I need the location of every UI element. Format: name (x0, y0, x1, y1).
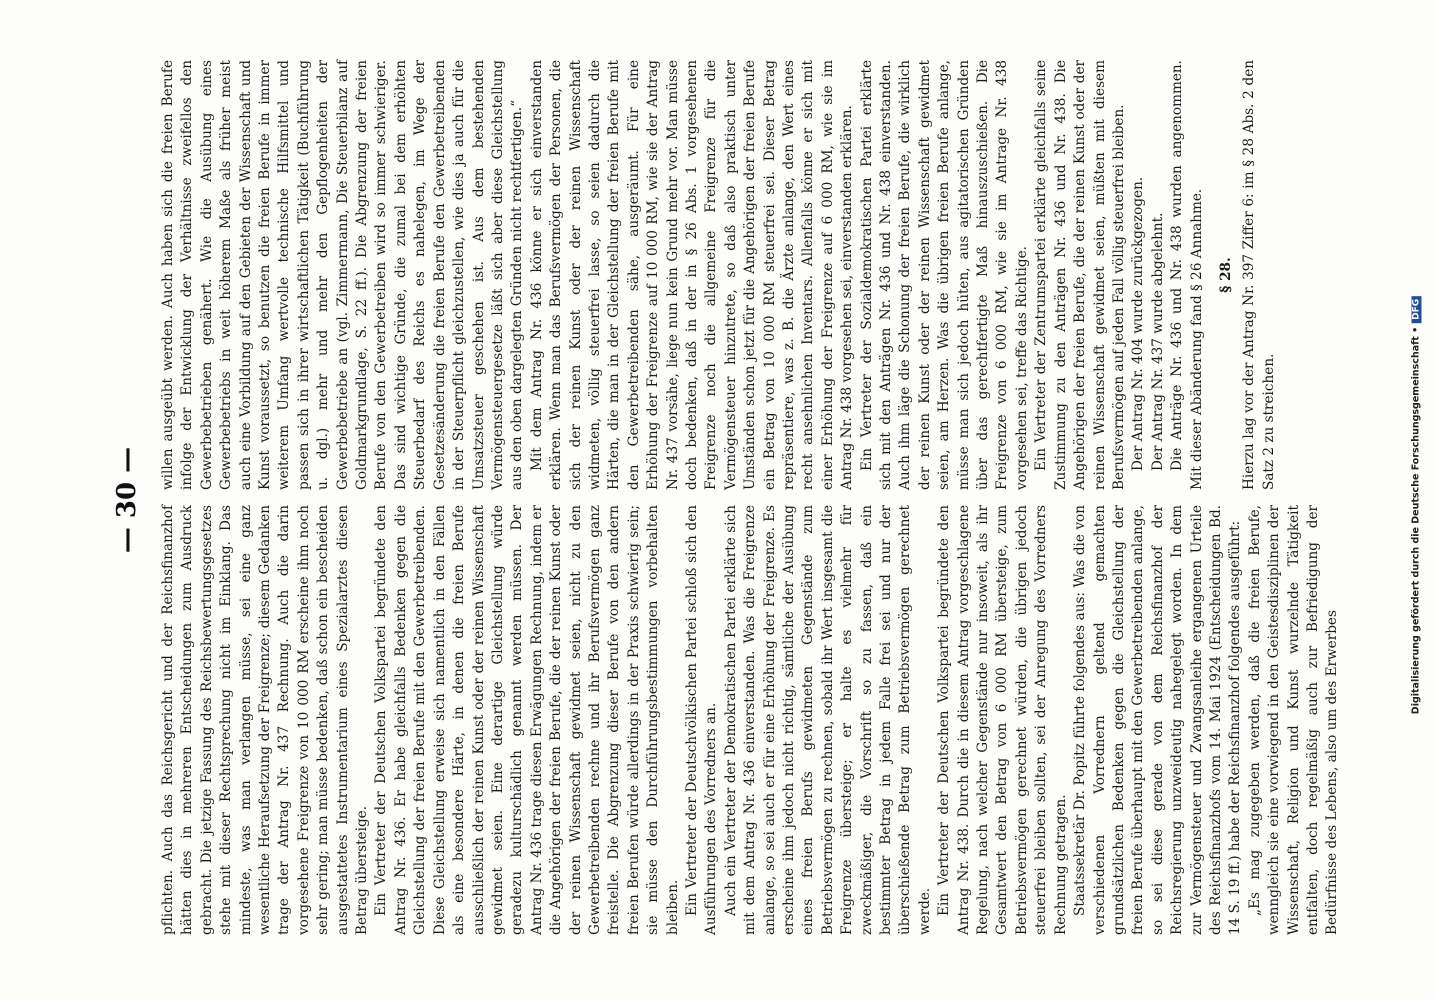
paragraph: Auch ein Vertreter der Demokratischen Partei erklärte sich mit dem Antrag Nr. 436 einverstanden. Was die Freigrenze anlange, so sei auch er für eine Erhöhung der Freigrenze. Es erscheine ihm jedoch nicht richtig, sämtliche der Ausübung eines freien Berufs gewidmeten Gegenstände zum Betriebsvermögen zu rechnen, sobald ihr Wert insgesamt die Freigrenze übersteige; er halte es vielmehr für zweckmäßiger, die Vorschrift so zu fassen, daß ein bestimmter Betrag in jedem Falle frei sei und nur der überschießende Betrag zum Betriebsvermögen gerechnet werde. (722, 505, 933, 935)
dfg-logo-icon: DFG (1412, 296, 1422, 323)
paragraph: Mit dem Antrag Nr. 436 könne er sich einverstanden erklären. Wenn man das Berufsvermögen der Personen, die sich der reinen Kunst oder der reinen Wissenschaft widmeten, völlig steuerfrei lasse, so seien dadurch die Härten, die man in der Gleichstellung der freien Berufe mit den Gewerbetreibenden sähe, ausgeräumt. Für eine Erhöhung der Freigrenze auf 10 000 RM, wie sie der Antrag Nr. 437 vorsähe, liege nun kein Grund mehr vor. Man müsse doch bedenken, daß in der in § 26 Abs. 1 vorgesehenen Freigrenze noch die allgemeine Freigrenze für die Vermögensteuer hinzutrete, so daß also praktisch unter Umständen schon jetzt für die Angehörigen der freien Berufe ein Betrag von 10 000 RM steuerfrei sei. Dieser Betrag repräsentiere, was z. B. die Ärzte anlange, den Wert eines recht ansehnlichen Inventars. Allenfalls könne er sich mit einer Erhöhung der Freigrenze auf 6 000 RM, wie sie im Antrag Nr. 438 vorgesehen sei, einverstanden erklären. (528, 60, 856, 490)
paragraph: willen ausgeübt werden. Auch haben sich die freien Berufe infolge der Entwicklung der Verhältnisse zweifellos den Gewerbebetrieben genähert. Wie die Ausübung eines Gewerbebetriebs in weit höherem Maße als früher meist auch eine Vorbildung auf den Gebieten der Wissenschaft und Kunst voraussetzt, so benutzen die freien Berufe in immer weiterem Umfang wertvolle technische Hilfsmittel und passen sich in ihrer wirtschaftlichen Tätigkeit (Buchführung u. dgl.) mehr und mehr den Gepflogenheiten der Gewerbebetriebe an (vgl. Zimmermann, Die Steuerbilanz auf Goldmarkgrundlage, S. 22 ff.). Die Abgrenzung der freien Berufe von den Gewerbetreiben wird so immer schwieriger. Das sind wichtige Gründe, die zumal bei dem erhöhten Steuerbedarf des Reichs es nahelegen, im Wege der Gesetzesänderung die freien Berufe den Gewerbetreibenden in der Steuerpflicht gleichzustellen, wie dies ja auch für die Umsatzsteuer geschehen ist. Aus dem bestehenden Vermögensteuergesetze läßt sich aber diese Gleichstellung aus den oben dargelegten Gründen nicht rechtfertigen.“ (160, 60, 526, 490)
digitization-credit (1411, 296, 1422, 714)
paragraph: Ein Vertreter der Deutschvölkischen Partei schloß sich den Ausführungen des Vorredners an. (683, 505, 720, 935)
paragraph: Ein Vertreter der Sozialdemokratischen Partei erklärte sich mit den Anträgen Nr. 436 und Nr. 438 einverstanden. Auch ihm läge die Schonung der freien Berufe, die wirklich der reinen Kunst oder der reinen Wissenschaft gewidmet seien, am Herzen. Was die übrigen freien Berufe anlange, müsse man sich jedoch hüten, aus agitatorischen Gründen über das gerechtfertigte Maß hinauszuschießen. Die Freigrenze von 6 000 RM, wie sie im Antrage Nr. 438 vorgesehen sei, treffe das Richtige. (858, 60, 1030, 490)
left-column (159, 505, 1343, 935)
paragraph: pflichten. Auch das Reichsgericht und der Reichsfinanzhof hätten dies in mehreren Entscheidungen zum Ausdruck gebracht. Die jetzige Fassung des Reichsbewertungsgesetzes stehe mit dieser Rechtsprechung nicht im Einklang. Das mindeste, was man verlangen müsse, sei eine ganz wesentliche Heraufsetzung der Freigrenze; diesem Gedanken trage der Antrag Nr. 437 Rechnung. Auch die darin vorgesehene Freigrenze von 10 000 RM erscheine ihm noch sehr gering; man müsse bedenken, daß schon ein bescheiden ausgestattetes Instrumentarium eines Spezialarztes diesen Betrag übersteige. (160, 505, 371, 935)
paragraph: Ein Vertreter der Zentrumspartei erklärte gleichfalls seine Zustimmung zu den Anträgen Nr. 436 und Nr. 438. Die Angehörigen der freien Berufe, die der reinen Kunst oder der reinen Wissenschaft gewidmet seien, müßten mit diesem Berufsvermögen auf jeden Fall völlig steuerfrei bleiben. (1033, 60, 1127, 490)
section-heading: § 28. (1217, 257, 1234, 293)
paragraph: Hierzu lag vor der Antrag Nr. 397 Ziffer 6: im § 28 Abs. 2 den Satz 2 zu streichen. (1241, 60, 1277, 490)
credit-text: Digitalisierung gefördert durch die Deutsche Forschungsgemeinschaft • (1410, 326, 1422, 715)
paragraph: Ein Vertreter der Deutschen Volkspartei begründete den Antrag Nr. 438. Durch die in diesem Antrag vorgeschlagene Regelung, nach welcher Gegenstände nur insoweit, als ihr Gesamtwert den Betrag von 6 000 RM übersteige, zum Betriebsvermögen gerechnet würden, die übrigen jedoch steuerfrei bleiben sollten, sei der Anregung des Vorredners Rechnung getragen. (936, 505, 1069, 935)
paragraph: Der Antrag Nr. 437 wurde abgelehnt. (1149, 212, 1166, 471)
paragraph: Der Antrag Nr. 404 wurde zurückgezogen. (1130, 176, 1147, 471)
paragraph: Ein Vertreter der Deutschen Volkspartei begründete den Antrag Nr. 436. Er habe gleichfalls Bedenken gegen die Gleichstellung der freien Berufe mit den Gewerbetreibenden. Diese Gleichstellung erweise sich namentlich in den Fällen als eine besondere Härte, in denen die freien Berufe ausschließlich der reinen Kunst oder der reinen Wissenschaft gewidmet seien. Eine derartige Gleichstellung würde geradezu kulturschädlich genannt werden müssen. Der Antrag Nr. 436 trage diesen Erwägungen Rechnung, indem er die Angehörigen der freien Berufe, die der reinen Kunst oder der reinen Wissenschaft gewidmet seien, nicht zu den Gewerbetreibenden rechne und ihr Berufsvermögen ganz freistelle. Die Abgrenzung dieser Berufe von den andern freien Berufen würde allerdings in der Praxis schwierig sein; sie müsse den Durchführungsbestimmungen vorbehalten bleiben. (373, 505, 681, 935)
page-number: — 30 — (112, 446, 142, 554)
column-divider (159, 502, 1039, 503)
paragraph: „Es mag zugegeben werden, daß die freien Berufe, wenngleich sie eine vorwiegend in den Geistesdisziplinen der Wissenschaft, Religion und Kunst wurzelnde Tätigkeit entfalten, doch regelmäßig auch zur Befriedigung der Bedürfnisse des Lebens, also um des Erwerbes (1246, 505, 1341, 935)
rotated-page-content (107, 50, 1341, 950)
right-column (159, 60, 1279, 490)
paragraph: Staatssekretär Dr. Popitz führte folgendes aus: Was die von verschiedenen Vorrednern geltend gemachten grundsätzlichen Bedenken gegen die Gleichstellung der freien Berufe überhaupt mit den Gewerbetreibenden anlange, so sei diese gerade von dem Reichsfinanzhof der Reichsregierung unzweideutig nahegelegt worden. In dem zur Vermögensteuer und Zwangsanleihe ergangenen Urteile des Reichsfinanzhofs vom 14. Mai 1924 (Entscheidungen Bd. 14 S. 19 ff.) habe der Reichsfinanzhof folgendes ausgeführt: (1072, 505, 1244, 935)
paragraph: Die Anträge Nr. 436 und Nr. 438 wurden angenommen. Mit dieser Abänderung fand § 26 Annahme. (1169, 60, 1205, 490)
